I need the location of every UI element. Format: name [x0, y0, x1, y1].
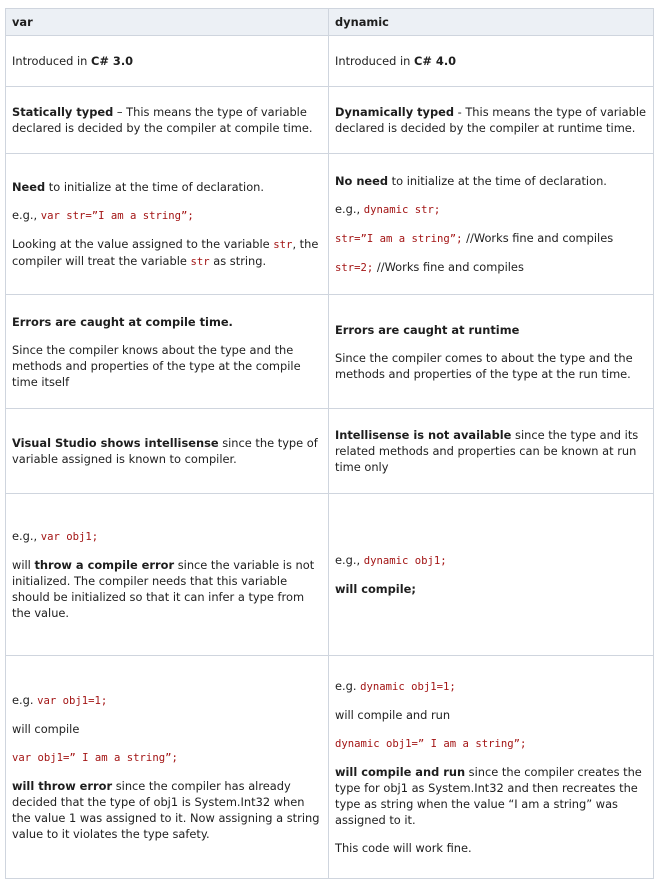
cell-dynamic-errors: Errors are caught at runtime Since the compiler comes to about the type and the methods and properties of the type at the run time.	[329, 295, 654, 409]
code-snippet: var obj1=1;	[37, 695, 108, 707]
code-snippet: var str=”I am a string”;	[40, 209, 194, 222]
table-row	[6, 36, 654, 87]
comparison-table	[5, 8, 654, 879]
code-snippet: var obj1=” I am a string”;	[12, 752, 178, 764]
table-row	[6, 494, 654, 656]
table-row	[6, 656, 654, 879]
cell-dynamic-intellisense: Intellisense is not available since the type and its related methods and properties can be known at run time only	[329, 409, 654, 494]
cell-dynamic-uninitialized: e.g., dynamic obj1; will compile;	[329, 494, 654, 656]
table-row	[6, 87, 654, 154]
code-snippet: dynamic obj1=1;	[360, 681, 456, 693]
header-dynamic: dynamic	[329, 9, 654, 36]
cell-dynamic-typing: Dynamically typed - This means the type of variable declared is decided by the compiler at runtime time.	[329, 87, 654, 154]
header-row	[6, 9, 654, 36]
code-snippet: dynamic str;	[363, 203, 441, 216]
cell-var-typing: Statically typed – This means the type of variable declared is decided by the compiler at compile time.	[6, 87, 329, 154]
code-snippet: dynamic obj1=” I am a string”;	[335, 738, 527, 750]
cell-var-uninitialized: e.g., var obj1; will throw a compile error since the variable is not initialized. The compiler needs that this variable should be initialized so that it can infer a type from the value.	[6, 494, 329, 656]
code-snippet: dynamic obj1;	[363, 555, 447, 567]
table-row	[6, 154, 654, 295]
cell-var-errors: Errors are caught at compile time. Since the compiler knows about the type and the methods and properties of the type at the compile time itself	[6, 295, 329, 409]
header-var: var	[6, 9, 329, 36]
cell-var-initialization: Need to initialize at the time of declaration. e.g., var str=”I am a string”; Looking at the value assigned to the variable str, the compiler will treat the variable str as string.	[6, 154, 329, 295]
cell-dynamic-initialization: No need to initialize at the time of declaration. e.g., dynamic str; str=”I am a string”; //Works fine and compiles str=2; //Works fine and compiles	[329, 154, 654, 295]
cell-dynamic-reassign: e.g. dynamic obj1=1; will compile and run dynamic obj1=” I am a string”; will compile and run since the compiler creates the type for obj1 as System.Int32 and then recreates the type as string when the value “I am a string” was assigned to it. This code will work fine.	[329, 656, 654, 879]
code-snippet: str=”I am a string”;	[335, 232, 463, 245]
cell-var-intellisense: Visual Studio shows intellisense since the type of variable assigned is known to compiler.	[6, 409, 329, 494]
table-row	[6, 295, 654, 409]
code-snippet: var obj1;	[40, 531, 99, 543]
code-snippet: str=2;	[335, 261, 374, 274]
cell-dynamic-introduced: Introduced in C# 4.0	[329, 36, 654, 87]
table-row	[6, 409, 654, 494]
cell-var-introduced: Introduced in C# 3.0	[6, 36, 329, 87]
cell-var-reassign: e.g. var obj1=1; will compile var obj1=” I am a string”; will throw error since the compiler has already decided that the type of obj1 is System.Int32 when the value 1 was assigned to it. Now assigning a string value to it violates the type safety.	[6, 656, 329, 879]
